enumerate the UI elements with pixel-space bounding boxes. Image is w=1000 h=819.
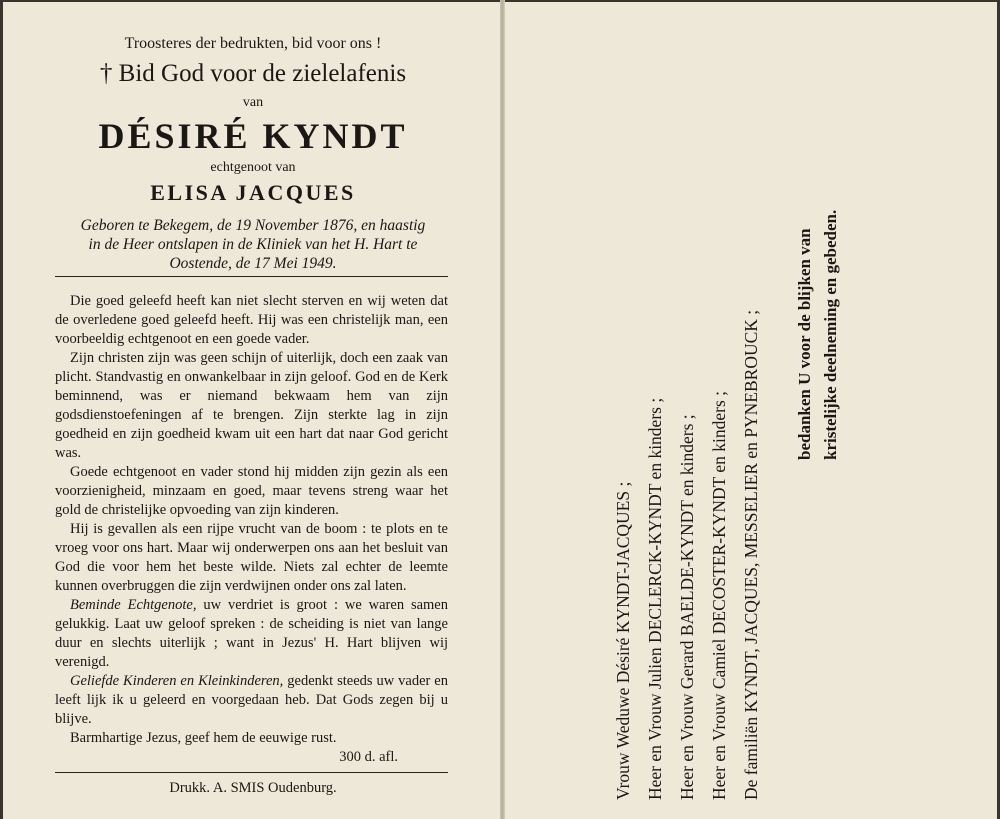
- paragraph-text: uw verdriet is groot : we waren samen gelukkig. Laat uw geloof spreken : de scheiding is niet van lange duur en slechts uiterlijk ; want in Jezus' H. Hart blijven wij verenigd.: [55, 597, 448, 670]
- bio-line: in de Heer ontslapen in de Kliniek van het H. Hart te: [88, 236, 418, 253]
- thanks-line: kristelijke deelneming en gebeden.: [821, 209, 840, 460]
- paragraph-text: gedenkt steeds uw vader en leeft lijk ik u geleerd en voorgedaan heb. Dat Gods zegen bij u blijve.: [55, 673, 448, 727]
- bio-line: Geboren te Bekegem, de 19 November 1876, en haastig: [80, 217, 426, 234]
- deceased-name: DÉSIRÉ KYNDT: [98, 116, 408, 156]
- paragraph: Hij is gevallen als een rijpe vrucht van de boom : te plots en te vroeg voor ons hart. Maar wij onderwerpen ons aan het besluit van God die voor hem het beste wilde. Niets zal echter de leemte kunnen overbruggen die zijn verdwijnen onder ons zal laten.: [55, 521, 448, 594]
- prayer-heading: † Bid God voor de zielelafenis: [99, 60, 407, 87]
- paragraph: Goede echtgenoot en vader stond hij midden zijn gezin als een voorzienigheid, minzaam en goed, maar tevens streng waar het gold de christelijke opvoeding van zijn kinderen.: [55, 464, 448, 518]
- invocation: Troosteres der bedrukten, bid voor ons !: [124, 35, 382, 52]
- biography: [3, 216, 503, 273]
- paragraph: Zijn christen zijn was geen schijn of uiterlijk, doch een zaak van plicht. Standvastig en onwankelbaar in zijn geloof. God en de Kerk beminnend, was er niemand bekwaam hem van zijn godsdienstoefeningen af te brengen. Zijn sterkte lag in zijn goedheid en zijn goedheid kwam uit een hart dat naar God gericht was.: [55, 350, 448, 461]
- address-echtgenote: Beminde Echtgenote,: [70, 597, 197, 613]
- divider: [55, 276, 448, 277]
- family-line: Vrouw Weduwe Désiré KYNDT-JACQUES ;: [613, 481, 633, 800]
- family-line: Heer en Vrouw Camiel DECOSTER-KYNDT en kinders ;: [709, 391, 729, 800]
- van-label: van: [242, 95, 264, 110]
- memorial-text: [55, 292, 448, 767]
- family-line: Heer en Vrouw Gerard BAELDE-KYNDT en kinders ;: [677, 414, 697, 800]
- printer-credit: Drukk. A. SMIS Oudenburg.: [169, 780, 337, 796]
- divider: [55, 772, 448, 773]
- paragraph: Die goed geleefd heeft kan niet slecht sterven en wij weten dat de overledene goed geleefd heeft. Hij was een christelijk man, een voorbeeldig echtgenoot en een goede vader.: [55, 293, 448, 347]
- spouse-name: ELISA JACQUES: [150, 180, 356, 205]
- spouse-intro: echtgenoot van: [210, 160, 296, 175]
- bio-line: Oostende, de 17 Mei 1949.: [169, 255, 337, 272]
- family-line: De familiën KYNDT, JACQUES, MESSELIER en PYNEBROUCK ;: [741, 309, 761, 800]
- family-line: Heer en Vrouw Julien DECLERCK-KYNDT en kinders ;: [645, 397, 665, 800]
- indulgence: 300 d. afl.: [339, 749, 398, 765]
- address-kinderen: Geliefde Kinderen en Kleinkinderen,: [70, 673, 284, 689]
- paragraph: [55, 596, 448, 672]
- thanks-line: bedanken U voor de blijken van: [795, 228, 814, 460]
- paragraph: [55, 672, 448, 729]
- closing-prayer: Barmhartige Jezus, geef hem de eeuwige rust.: [70, 730, 337, 746]
